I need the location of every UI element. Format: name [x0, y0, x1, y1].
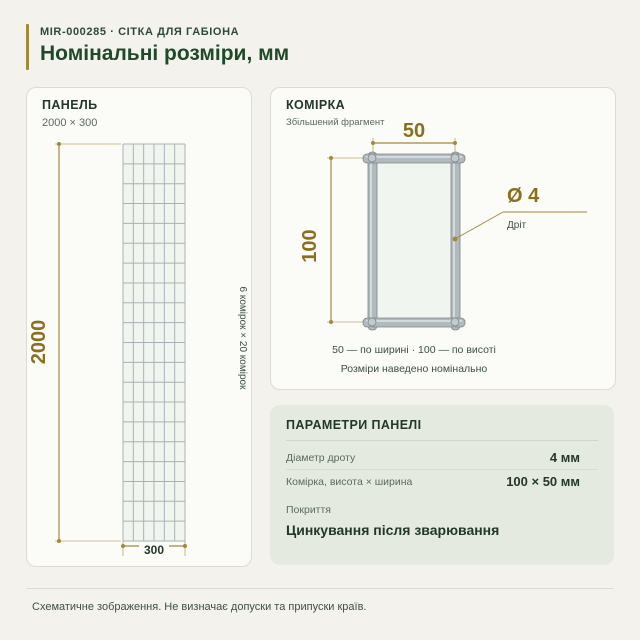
cell-wire-left — [368, 152, 377, 330]
cell-width-dim-end-left — [371, 141, 375, 145]
panel-width-dim-end-right — [183, 544, 187, 548]
panel-diagram — [27, 88, 251, 566]
panel-width-dim-end-left — [121, 544, 125, 548]
footer-divider — [26, 588, 614, 589]
panel-card — [26, 87, 252, 567]
param-coating-value: Цинкування після зварювання — [286, 522, 500, 538]
cell-caption-dimensions: 50 — по ширині · 100 — по висоті — [332, 344, 496, 356]
panel-grid-count-label: 6 комірок × 20 комірок — [237, 286, 248, 390]
sku-line: MIR-000285 · СІТКА ДЛЯ ГАБІОНА — [40, 26, 240, 38]
cell-width-label: 50 — [402, 120, 426, 142]
panel-card-title: ПАНЕЛЬ — [42, 98, 98, 112]
param-cell-size-label: Комірка, висота × ширина — [286, 476, 413, 488]
wire-caption: Дріт — [507, 220, 527, 231]
cell-width-dim-end-right — [453, 141, 457, 145]
wire-leader-line — [455, 212, 503, 239]
cell-height-dim-end-bottom — [329, 320, 333, 324]
panel-width-label: 300 — [143, 543, 165, 557]
cell-joint-top-left — [368, 154, 376, 162]
panel-height-dim-end-top — [57, 142, 61, 146]
cell-height-label: 100 — [299, 229, 321, 263]
panel-height-label: 2000 — [28, 319, 50, 365]
panel-card-subtitle: 2000 × 300 — [42, 117, 98, 129]
cell-caption-note: Розміри наведено номінально — [340, 363, 488, 375]
page-title: Номінальні розміри, мм — [40, 42, 290, 65]
footer-disclaimer: Схематичне зображення. Не визначає допуски та припуски країв. — [32, 601, 367, 613]
params-divider — [286, 440, 598, 441]
param-wire-diameter-label: Діаметр дроту — [286, 452, 356, 464]
params-title: ПАРАМЕТРИ ПАНЕЛІ — [286, 418, 422, 432]
cell-card — [270, 87, 616, 390]
cell-diagram — [271, 88, 615, 389]
wire-diameter-label: Ø 4 — [507, 185, 540, 207]
cell-height-dim-end-top — [329, 156, 333, 160]
param-coating-label: Покриття — [286, 504, 331, 516]
panel-mesh-grid — [123, 144, 185, 541]
cell-joint-bottom-left — [368, 318, 376, 326]
panel-height-dim-end-bottom — [57, 539, 61, 543]
cell-joint-top-right — [451, 154, 459, 162]
header-accent-bar — [26, 24, 29, 70]
param-wire-diameter-value: 4 мм — [549, 450, 580, 465]
cell-card-title: КОМІРКА — [286, 98, 346, 112]
cell-wire-top — [363, 154, 465, 163]
cell-joint-bottom-right — [451, 318, 459, 326]
cell-card-subtitle: Збільшений фрагмент — [286, 117, 385, 128]
cell-interior — [373, 161, 455, 319]
param-cell-size-value: 100 × 50 мм — [506, 474, 580, 489]
params-row-divider — [286, 469, 598, 470]
cell-wire-bottom — [363, 318, 465, 327]
panel-parameters-card — [270, 405, 614, 565]
